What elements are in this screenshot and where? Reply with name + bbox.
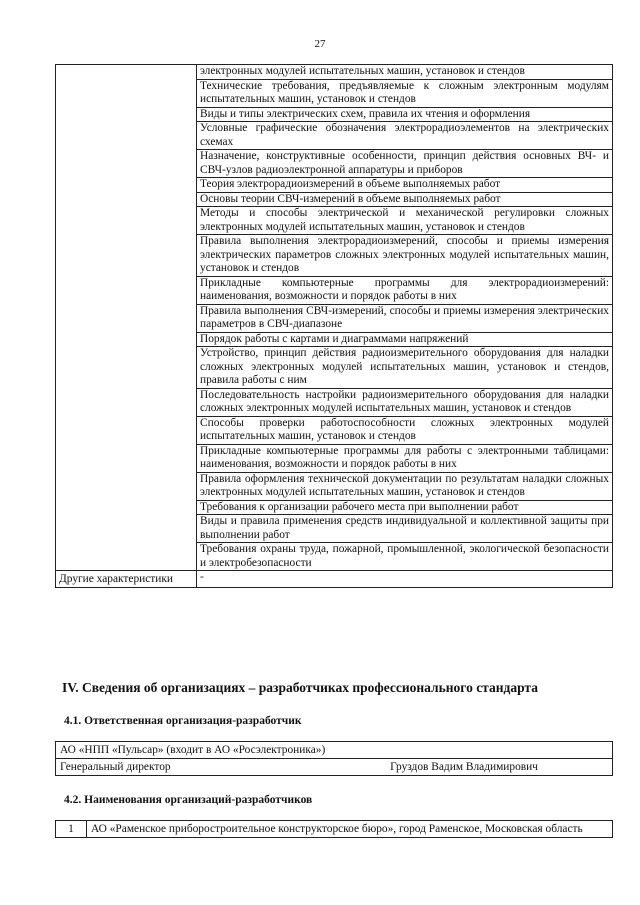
section-title: IV. Сведения об организациях – разработчиках профессионального стандарта bbox=[62, 680, 538, 695]
requirement-item: Последовательность настройки радиоизмерительного оборудования для наладки сложных электронных модулей испытательных машин, установок и стендов bbox=[197, 388, 613, 416]
requirement-item: Методы и способы электрической и механической регулировки сложных электронных модулей испытательных машин, установок и стендов bbox=[197, 207, 613, 235]
other-characteristics-label: Другие характеристики bbox=[56, 571, 197, 588]
requirement-item: Способы проверки работоспособности сложных электронных модулей испытательных машин, установок и стендов bbox=[197, 416, 613, 444]
required-knowledge-label-cell bbox=[56, 65, 197, 571]
other-characteristics-value: - bbox=[197, 571, 613, 588]
requirement-item: Требования охраны труда, пожарной, промышленной, экологической безопасности и электробезопасности bbox=[197, 543, 613, 571]
table-row bbox=[56, 759, 613, 776]
table-row bbox=[56, 571, 613, 588]
developer-name: АО «Раменское приборостроительное конструкторское бюро», город Раменское, Московская область bbox=[87, 821, 613, 838]
subsection-title-developers: 4.2. Наименования организаций-разработчиков bbox=[64, 794, 313, 806]
requirement-item: Назначение, конструктивные особенности, принцип действия основных ВЧ- и СВЧ-узлов радиоэлектронной аппаратуры и приборов bbox=[197, 150, 613, 178]
table-row bbox=[56, 65, 613, 80]
requirement-item: Технические требования, предъявляемые к сложным электронным модулям испытательных машин, установок и стендов bbox=[197, 79, 613, 107]
subsection-title-responsible: 4.1. Ответственная организация-разработчик bbox=[64, 715, 302, 727]
developers-table bbox=[55, 820, 613, 838]
table-row bbox=[56, 742, 613, 759]
requirement-item: электронных модулей испытательных машин, установок и стендов bbox=[197, 65, 613, 80]
director-title: Генеральный директор bbox=[60, 761, 171, 773]
responsible-organization-table bbox=[55, 741, 613, 776]
requirements-table bbox=[55, 64, 613, 588]
requirement-item: Прикладные компьютерные программы для работы с электронными таблицами: наименования, возможности и порядок работы в них bbox=[197, 444, 613, 472]
page-number: 27 bbox=[314, 38, 326, 50]
table-row bbox=[56, 821, 613, 838]
requirement-item: Прикладные компьютерные программы для электрорадиоизмерений: наименования, возможности и порядок работы в них bbox=[197, 276, 613, 304]
requirement-item: Правила выполнения электрорадиоизмерений, способы и приемы измерения электрических параметров сложных электронных модулей испытательных машин, установок и стендов bbox=[197, 235, 613, 277]
organization-name: АО «НПП «Пульсар» (входит в АО «Росэлектроника») bbox=[56, 742, 613, 759]
requirement-item: Устройство, принцип действия радиоизмерительного оборудования для наладки сложных электронных модулей испытательных машин, установок и стендов, правила работы с ним bbox=[197, 347, 613, 389]
director-cell bbox=[56, 759, 613, 776]
requirement-item: Виды и типы электрических схем, правила их чтения и оформления bbox=[197, 107, 613, 122]
requirement-item: Виды и правила применения средств индивидуальной и коллективной защиты при выполнении работ bbox=[197, 515, 613, 543]
requirement-item: Требования к организации рабочего места при выполнении работ bbox=[197, 500, 613, 515]
requirement-item: Основы теории СВЧ-измерений в объеме выполняемых работ bbox=[197, 192, 613, 207]
requirement-item: Условные графические обозначения электрорадиоэлементов на электрических схемах bbox=[197, 122, 613, 150]
requirement-item: Правила выполнения СВЧ-измерений, способы и приемы измерения электрических параметров в СВЧ-диапазоне bbox=[197, 304, 613, 332]
requirement-item: Теория электрорадиоизмерений в объеме выполняемых работ bbox=[197, 178, 613, 193]
requirement-item: Порядок работы с картами и диаграммами напряжений bbox=[197, 332, 613, 347]
director-name: Груздов Вадим Владимирович bbox=[390, 761, 538, 773]
developer-number: 1 bbox=[56, 821, 87, 838]
requirement-item: Правила оформления технической документации по результатам наладки сложных электронных модулей испытательных машин, установок и стендов bbox=[197, 472, 613, 500]
